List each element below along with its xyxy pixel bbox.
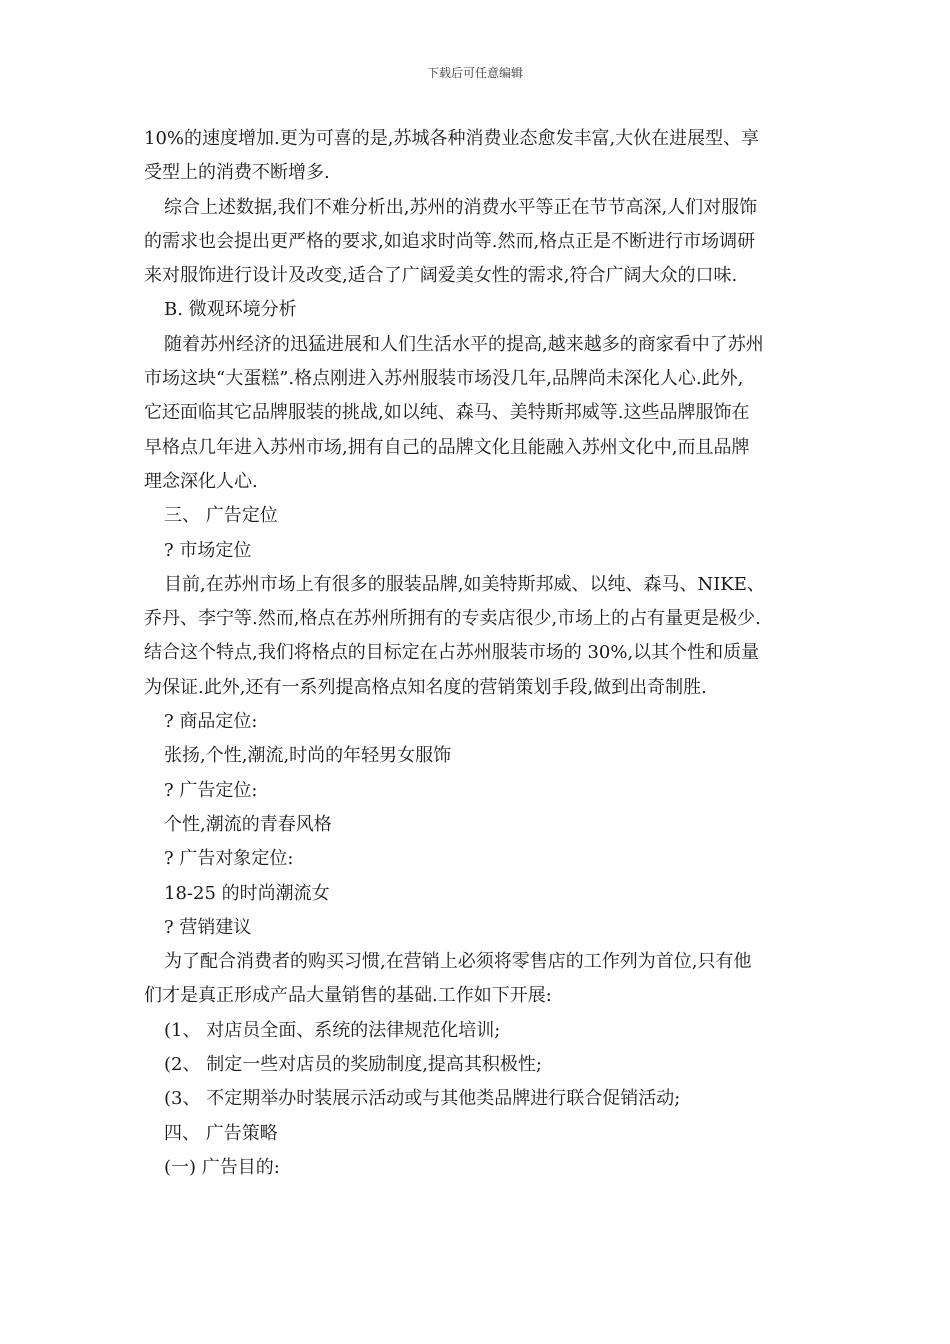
text-line: (1、 对店员全面、系统的法律规范化培训; [164,1019,501,1041]
page-header: 下载后可任意编辑 [426,66,523,80]
text-line: 随着苏州经济的迅猛进展和人们生活水平的提高,越来越多的商家看中了苏州 [164,333,764,355]
text-line: 18-25 的时尚潮流女 [164,882,330,904]
text-line: 三、 广告定位 [164,505,278,527]
text-line: 结合这个特点,我们将格点的目标定在占苏州服装市场的 30%,以其个性和质量 [144,642,760,664]
text-line: 市场这块“大蛋糕”.格点刚进入苏州服装市场没几年,品牌尚未深化人心.此外, [144,368,744,390]
text-line: 综合上述数据,我们不难分析出,苏州的消费水平等正在节节高深,人们对服饰 [164,196,758,218]
text-line: (一) 广告目的: [164,1156,280,1178]
text-line: (3、 不定期举办时装展示活动或与其他类品牌进行联合促销活动; [164,1088,681,1110]
text-line: 受型上的消费不断增多. [144,162,330,184]
text-line: 早格点几年进入苏州市场,拥有自己的品牌文化且能融入苏州文化中,而且品牌 [144,436,750,458]
text-line: 们才是真正形成产品大量销售的基础.工作如下开展: [144,985,552,1007]
text-line: ? 商品定位: [164,711,258,733]
text-line: 10%的速度增加.更为可喜的是,苏城各种消费业态愈发丰富,大伙在进展型、享 [144,128,760,149]
text-line: 理念深化人心. [144,470,258,492]
document-body [144,122,814,1185]
text-line: 的需求也会提出更严格的要求,如追求时尚等.然而,格点正是不断进行市场调研 [144,230,756,252]
text-line: ? 营销建议 [164,916,252,938]
text-line: 它还面临其它品牌服装的挑战,如以纯、森马、美特斯邦威等.这些品牌服饰在 [144,402,750,424]
text-line: ? 市场定位 [164,539,252,561]
text-line: ? 广告定位: [164,779,258,801]
text-line: 目前,在苏州市场上有很多的服装品牌,如美特斯邦威、以纯、森马、NIKE、 [164,573,765,595]
text-line: 来对服饰进行设计及改变,适合了广阔爱美女性的需求,符合广阔大众的口味. [144,265,738,287]
text-line: 四、 广告策略 [164,1122,278,1144]
text-line: ? 广告对象定位: [164,848,294,870]
text-line: 张扬,个性,潮流,时尚的年轻男女服饰 [164,745,452,767]
text-line: 乔丹、李宁等.然而,格点在苏州所拥有的专卖店很少,市场上的占有量更是极少. [144,608,761,630]
text-line: (2、 制定一些对店员的奖励制度,提高其积极性; [164,1054,542,1076]
text-line: B. 微观环境分析 [164,299,297,321]
text-line: 为保证.此外,还有一系列提高格点知名度的营销策划手段,做到出奇制胜. [144,676,707,698]
text-line: 个性,潮流的青春风格 [164,813,332,835]
text-line: 为了配合消费者的购买习惯,在营销上必须将零售店的工作列为首位,只有他 [164,951,752,973]
